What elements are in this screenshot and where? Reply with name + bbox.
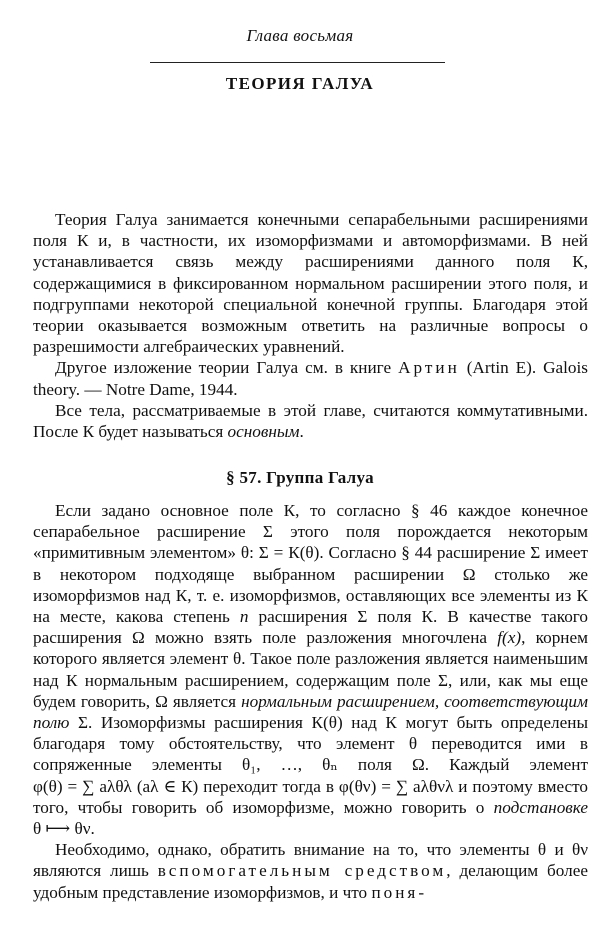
s-p1-d: Σ. Изоморфизмы расширения К(θ) над К могут быть определены благодаря тому обстоятельству, что элемент θ переводится ими в сопряженные элементы θ₁, …, θₙ поля Ω. Каждый элемент (33, 713, 588, 775)
s-p2-spaced: вспомогательным средством (157, 861, 447, 881)
section-paragraph-1 (33, 500, 588, 839)
intro-text (33, 209, 588, 442)
intro-p2-text-b: (Artin E). Galois theory. — Notre Dame, 1944. (33, 358, 588, 399)
chapter-label: Глава восьмая (246, 26, 354, 45)
s-p2-spaced-2: поня- (371, 882, 428, 902)
intro-p2-author: Артин (398, 358, 460, 378)
intro-paragraph-2 (33, 357, 588, 399)
s-p1-formula-3: θ ⟼ θν. (33, 819, 95, 839)
intro-paragraph-1: Теория Галуа занимается конечными сепарабельными расширениями поля К и, в частности, их изоморфизмами и автоморфизмами. В ней устанавливается связь между расширениями данного поля К, содержащимися в фиксированном нормальном расширении этого поля, и подгруппами некоторой специальной конечной группы. Благодаря этой теории оказывается возможным ответить на различные вопросы о разрешимости алгебраических уравнений. (33, 210, 588, 357)
s-p1-formula-2: φ(θν) = ∑ aλθνλ (338, 776, 454, 796)
header-rule (150, 62, 445, 63)
s-p1-c: , корнем которого является элемент θ. Такое поле разложения является наименьшим над К нормальным расширением, содержащим поле Σ, или, как мы еще будем говорить, Ω является (33, 628, 588, 711)
s-p1-f: и поэтому вместо того, чтобы говорить об изоморфизме, можно говорить о (33, 776, 589, 817)
intro-p2-text-a: Другое изложение теории Галуа см. в книге (55, 358, 399, 378)
s-p1-emphasis-2: подстановке (493, 797, 588, 817)
s-p1-b: расширения Σ поля К. В качестве такого расширения Ω можно взять поле разложения многочлена (33, 607, 589, 648)
section-paragraph-2 (33, 839, 588, 903)
s-p1-a: Если задано основное поле К, то согласно § 46 каждое конечное сепарабельное расширение Σ этого поля порождается некоторым «примитивным элементом» θ: Σ = К(θ). Согласно § 44 расширение Σ имеет в некотором подходяще выбранном расширении Ω столько же изоморфизмов над К, т. е. изоморфизмов, оставляющих все элементы из К на месте, какова степень (33, 501, 588, 627)
s-p1-emphasis: нормальным расширением, соответствующим полю (33, 691, 588, 733)
section-title: § 57. Группа Галуа (226, 468, 374, 487)
section-text (33, 500, 588, 903)
s-p1-formula-1: φ(θ) = ∑ aλθλ (aλ ∈ К) (33, 776, 199, 796)
intro-paragraph-3 (33, 400, 588, 442)
s-p2-b: , делающим более удобным представление изоморфизмов, и что (33, 861, 588, 902)
intro-p3-emphasis: основным (227, 422, 300, 442)
s-p1-fx: f(x) (497, 628, 522, 648)
s-p1-e: переходит тогда в (198, 776, 339, 796)
intro-p3-text-b: . (299, 422, 304, 442)
chapter-title: ТЕОРИЯ ГАЛУА (225, 74, 375, 93)
s-p1-n: n (239, 607, 249, 627)
intro-p3-text-a: Все тела, рассматриваемые в этой главе, считаются коммутативными. После К будет называться (33, 400, 588, 442)
s-p2-a: Необходимо, однако, обратить внимание на то, что элементы θ и θν являются лишь (33, 840, 588, 881)
